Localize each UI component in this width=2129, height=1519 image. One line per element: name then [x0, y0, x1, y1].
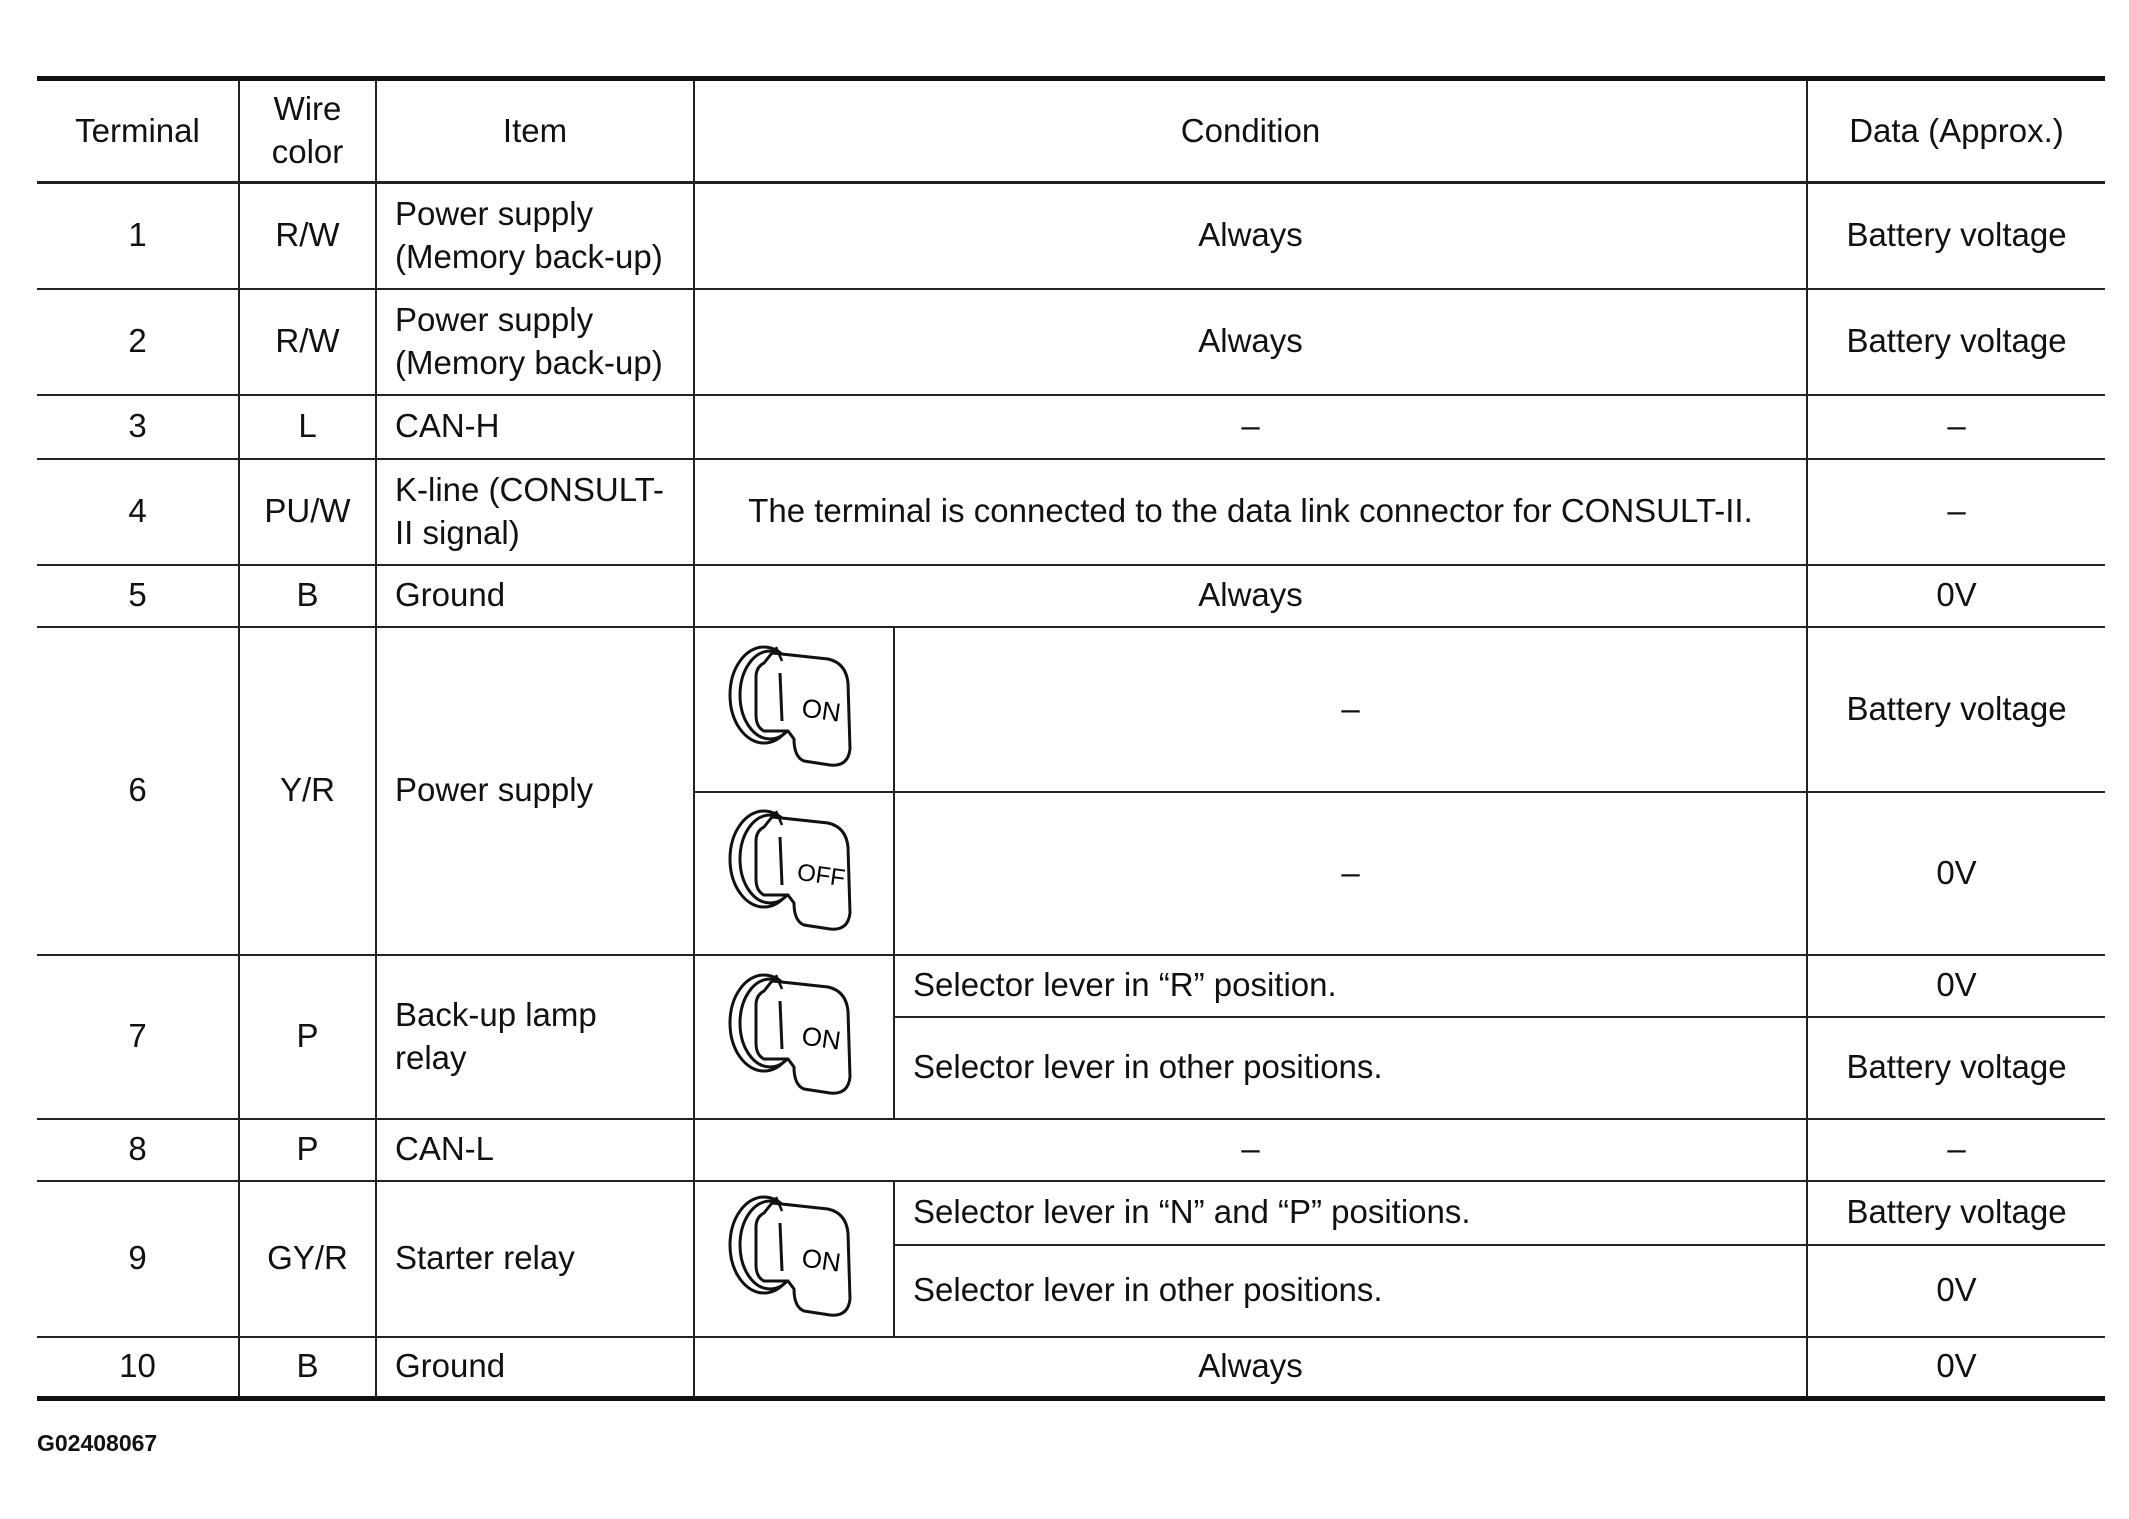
- data-cell: 0V: [1807, 792, 2105, 955]
- key-label: ON: [799, 1242, 843, 1278]
- table-row: [37, 395, 2105, 459]
- data-cell: Battery voltage: [1807, 627, 2105, 792]
- ignition-switch-on-cell: [694, 627, 894, 792]
- condition-cell: Always: [694, 565, 1807, 627]
- item-cell: Ground: [376, 565, 694, 627]
- table-row: [37, 1337, 2105, 1399]
- data-cell: 0V: [1807, 955, 2105, 1017]
- header-wire-color: Wire color: [239, 79, 376, 183]
- data-cell: –: [1807, 395, 2105, 459]
- terminal-cell: 9: [37, 1181, 239, 1337]
- terminal-cell: 6: [37, 627, 239, 955]
- ignition-key-on-icon: [724, 967, 864, 1107]
- item-cell: Starter relay: [376, 1181, 694, 1337]
- item-cell: CAN-L: [376, 1119, 694, 1181]
- wire-color-cell: R/W: [239, 289, 376, 395]
- header-terminal: Terminal: [37, 79, 239, 183]
- terminal-cell: 4: [37, 459, 239, 565]
- ignition-key-off-icon: [724, 803, 864, 943]
- condition-cell: Selector lever in “R” position.: [894, 955, 1807, 1017]
- data-cell: 0V: [1807, 1337, 2105, 1399]
- item-cell: Power supply (Memory back-up): [376, 183, 694, 289]
- item-cell: Power supply (Memory back-up): [376, 289, 694, 395]
- data-cell: Battery voltage: [1807, 1181, 2105, 1245]
- terminal-cell: 3: [37, 395, 239, 459]
- ignition-key-on-icon: [724, 639, 864, 779]
- terminal-cell: 10: [37, 1337, 239, 1399]
- ignition-key-on-icon: [724, 1189, 864, 1329]
- terminal-data-table: [37, 76, 2105, 1401]
- ignition-switch-on-cell: [694, 955, 894, 1119]
- condition-cell: Selector lever in “N” and “P” positions.: [894, 1181, 1807, 1245]
- condition-cell: –: [894, 792, 1807, 955]
- wire-color-cell: GY/R: [239, 1181, 376, 1337]
- key-label: ON: [799, 692, 843, 728]
- condition-cell: –: [694, 395, 1807, 459]
- terminal-cell: 1: [37, 183, 239, 289]
- table-row: [37, 955, 2105, 1017]
- item-cell: Back-up lamp relay: [376, 955, 694, 1119]
- terminal-cell: 8: [37, 1119, 239, 1181]
- table-header-row: [37, 79, 2105, 183]
- item-cell: K-line (CONSULT-II signal): [376, 459, 694, 565]
- table-row: [37, 627, 2105, 792]
- wire-color-cell: B: [239, 1337, 376, 1399]
- table-row: [37, 1181, 2105, 1245]
- condition-cell: –: [894, 627, 1807, 792]
- condition-cell: The terminal is connected to the data link connector for CONSULT-II.: [694, 459, 1807, 565]
- table-row: [37, 183, 2105, 289]
- condition-cell: Selector lever in other positions.: [894, 1245, 1807, 1337]
- terminal-cell: 7: [37, 955, 239, 1119]
- wire-color-cell: Y/R: [239, 627, 376, 955]
- terminal-cell: 5: [37, 565, 239, 627]
- table-row: [37, 565, 2105, 627]
- data-cell: Battery voltage: [1807, 183, 2105, 289]
- item-cell: CAN-H: [376, 395, 694, 459]
- ignition-switch-on-cell: [694, 1181, 894, 1337]
- wire-color-cell: P: [239, 955, 376, 1119]
- condition-cell: –: [694, 1119, 1807, 1181]
- header-data: Data (Approx.): [1807, 79, 2105, 183]
- key-label: ON: [799, 1020, 843, 1056]
- data-cell: 0V: [1807, 565, 2105, 627]
- figure-code: G02408067: [37, 1430, 158, 1456]
- terminal-cell: 2: [37, 289, 239, 395]
- table-row: [37, 289, 2105, 395]
- wire-color-cell: B: [239, 565, 376, 627]
- table-row: [37, 459, 2105, 565]
- condition-cell: Always: [694, 1337, 1807, 1399]
- wire-color-cell: R/W: [239, 183, 376, 289]
- header-item: Item: [376, 79, 694, 183]
- wire-color-cell: P: [239, 1119, 376, 1181]
- data-cell: –: [1807, 459, 2105, 565]
- item-cell: Ground: [376, 1337, 694, 1399]
- data-cell: Battery voltage: [1807, 289, 2105, 395]
- key-label: OFF: [795, 858, 847, 893]
- wire-color-cell: PU/W: [239, 459, 376, 565]
- ignition-switch-off-cell: [694, 792, 894, 955]
- header-condition: Condition: [694, 79, 1807, 183]
- data-cell: Battery voltage: [1807, 1017, 2105, 1119]
- table-row: [37, 1119, 2105, 1181]
- condition-cell: Always: [694, 289, 1807, 395]
- data-cell: –: [1807, 1119, 2105, 1181]
- wire-color-cell: L: [239, 395, 376, 459]
- condition-cell: Selector lever in other positions.: [894, 1017, 1807, 1119]
- condition-cell: Always: [694, 183, 1807, 289]
- item-cell: Power supply: [376, 627, 694, 955]
- data-cell: 0V: [1807, 1245, 2105, 1337]
